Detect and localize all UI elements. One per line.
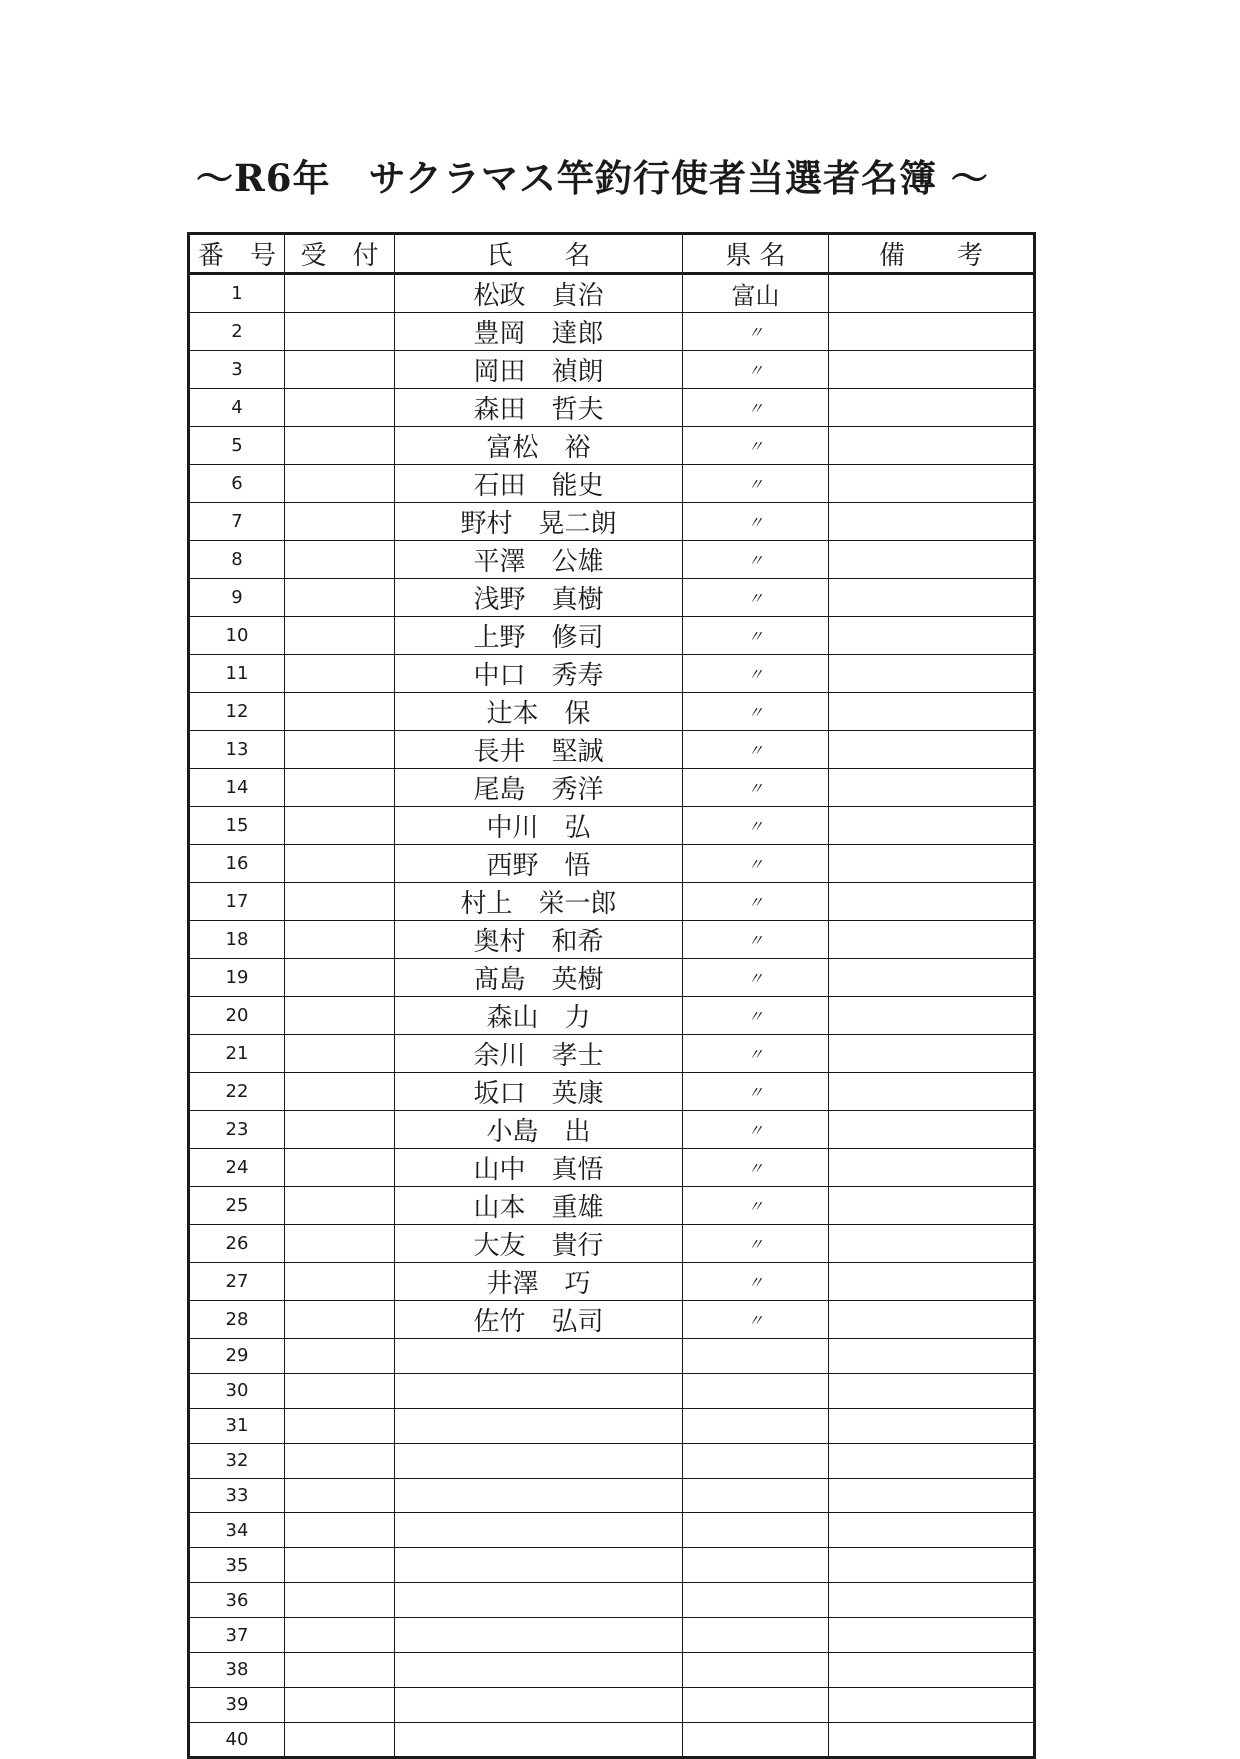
cell-prefecture: 〃 <box>683 1301 829 1339</box>
cell-reception <box>285 1187 395 1225</box>
cell-name: 佐竹 弘司 <box>395 1301 683 1339</box>
cell-number: 19 <box>189 959 285 997</box>
cell-remarks <box>829 1035 1035 1073</box>
cell-prefecture <box>683 1373 829 1408</box>
cell-remarks <box>829 313 1035 351</box>
table-row <box>189 617 1035 655</box>
cell-reception <box>285 1687 395 1722</box>
cell-name <box>395 1339 683 1374</box>
cell-name: 石田 能史 <box>395 465 683 503</box>
cell-prefecture <box>683 1408 829 1443</box>
document-title: ～R6年 サクラマス竿釣行使者当選者名簿 ～ <box>196 156 989 200</box>
cell-reception <box>285 1513 395 1548</box>
cell-remarks <box>829 1263 1035 1301</box>
cell-prefecture <box>683 1653 829 1688</box>
cell-prefecture: 〃 <box>683 1187 829 1225</box>
cell-number: 28 <box>189 1301 285 1339</box>
table-row <box>189 1339 1035 1374</box>
cell-remarks <box>829 1478 1035 1513</box>
cell-name: 岡田 禎朗 <box>395 351 683 389</box>
cell-remarks <box>829 1443 1035 1478</box>
cell-name: 村上 栄一郎 <box>395 883 683 921</box>
cell-prefecture: 〃 <box>683 731 829 769</box>
table-header-row <box>189 234 1035 274</box>
cell-name: 余川 孝士 <box>395 1035 683 1073</box>
header-prefecture: 県 名 <box>683 234 829 274</box>
cell-name: 浅野 真樹 <box>395 579 683 617</box>
table-row <box>189 465 1035 503</box>
cell-prefecture: 〃 <box>683 655 829 693</box>
cell-number: 7 <box>189 503 285 541</box>
cell-remarks <box>829 959 1035 997</box>
cell-prefecture: 〃 <box>683 769 829 807</box>
cell-reception <box>285 1548 395 1583</box>
cell-remarks <box>829 1187 1035 1225</box>
cell-number: 36 <box>189 1583 285 1618</box>
cell-reception <box>285 1443 395 1478</box>
table-row <box>189 1149 1035 1187</box>
cell-number: 32 <box>189 1443 285 1478</box>
cell-remarks <box>829 274 1035 313</box>
cell-name <box>395 1408 683 1443</box>
cell-reception <box>285 541 395 579</box>
cell-number: 35 <box>189 1548 285 1583</box>
cell-remarks <box>829 1722 1035 1757</box>
cell-reception <box>285 503 395 541</box>
cell-reception <box>285 274 395 313</box>
cell-name: 辻本 保 <box>395 693 683 731</box>
cell-remarks <box>829 389 1035 427</box>
table-row <box>189 503 1035 541</box>
table-row <box>189 921 1035 959</box>
table-row <box>189 731 1035 769</box>
cell-remarks <box>829 1073 1035 1111</box>
cell-name <box>395 1653 683 1688</box>
cell-reception <box>285 351 395 389</box>
cell-name: 尾島 秀洋 <box>395 769 683 807</box>
cell-remarks <box>829 731 1035 769</box>
cell-number: 39 <box>189 1687 285 1722</box>
cell-name: 中口 秀寿 <box>395 655 683 693</box>
cell-remarks <box>829 769 1035 807</box>
cell-number: 26 <box>189 1225 285 1263</box>
cell-name <box>395 1583 683 1618</box>
cell-remarks <box>829 1225 1035 1263</box>
header-remarks: 備 考 <box>829 234 1035 274</box>
table-row <box>189 769 1035 807</box>
table-row <box>189 1301 1035 1339</box>
table-row <box>189 959 1035 997</box>
cell-prefecture <box>683 1618 829 1653</box>
cell-reception <box>285 1373 395 1408</box>
cell-remarks <box>829 693 1035 731</box>
cell-reception <box>285 579 395 617</box>
header-number: 番 号 <box>189 234 285 274</box>
cell-reception <box>285 1073 395 1111</box>
cell-reception <box>285 1263 395 1301</box>
cell-remarks <box>829 579 1035 617</box>
cell-name: 坂口 英康 <box>395 1073 683 1111</box>
table-row <box>189 389 1035 427</box>
cell-remarks <box>829 1548 1035 1583</box>
table-row <box>189 579 1035 617</box>
table-row <box>189 997 1035 1035</box>
cell-reception <box>285 845 395 883</box>
cell-name <box>395 1687 683 1722</box>
table-row <box>189 693 1035 731</box>
cell-number: 6 <box>189 465 285 503</box>
cell-prefecture <box>683 1548 829 1583</box>
cell-reception <box>285 1035 395 1073</box>
table-row <box>189 883 1035 921</box>
cell-prefecture: 〃 <box>683 465 829 503</box>
cell-prefecture: 〃 <box>683 807 829 845</box>
cell-number: 17 <box>189 883 285 921</box>
table-row <box>189 1478 1035 1513</box>
cell-remarks <box>829 1618 1035 1653</box>
header-reception: 受 付 <box>285 234 395 274</box>
cell-remarks <box>829 921 1035 959</box>
cell-name: 大友 貴行 <box>395 1225 683 1263</box>
table-row <box>189 1548 1035 1583</box>
cell-prefecture: 〃 <box>683 693 829 731</box>
cell-number: 30 <box>189 1373 285 1408</box>
cell-prefecture <box>683 1513 829 1548</box>
cell-name: 髙島 英樹 <box>395 959 683 997</box>
cell-prefecture <box>683 1583 829 1618</box>
cell-number: 20 <box>189 997 285 1035</box>
cell-reception <box>285 1478 395 1513</box>
header-name: 氏 名 <box>395 234 683 274</box>
cell-reception <box>285 1149 395 1187</box>
cell-reception <box>285 769 395 807</box>
table-row <box>189 313 1035 351</box>
cell-reception <box>285 731 395 769</box>
cell-name: 井澤 巧 <box>395 1263 683 1301</box>
cell-remarks <box>829 997 1035 1035</box>
cell-remarks <box>829 655 1035 693</box>
cell-reception <box>285 427 395 465</box>
cell-number: 21 <box>189 1035 285 1073</box>
cell-reception <box>285 1583 395 1618</box>
cell-name <box>395 1443 683 1478</box>
cell-number: 3 <box>189 351 285 389</box>
cell-reception <box>285 1722 395 1757</box>
cell-remarks <box>829 1301 1035 1339</box>
cell-reception <box>285 465 395 503</box>
cell-number: 38 <box>189 1653 285 1688</box>
cell-remarks <box>829 351 1035 389</box>
cell-prefecture: 〃 <box>683 883 829 921</box>
cell-reception <box>285 921 395 959</box>
cell-prefecture: 〃 <box>683 617 829 655</box>
cell-name: 平澤 公雄 <box>395 541 683 579</box>
cell-reception <box>285 389 395 427</box>
cell-remarks <box>829 1373 1035 1408</box>
table-row <box>189 1263 1035 1301</box>
cell-reception <box>285 1301 395 1339</box>
cell-prefecture <box>683 1687 829 1722</box>
cell-name: 奥村 和希 <box>395 921 683 959</box>
cell-name: 小島 出 <box>395 1111 683 1149</box>
cell-number: 18 <box>189 921 285 959</box>
cell-prefecture <box>683 1443 829 1478</box>
cell-name <box>395 1722 683 1757</box>
cell-number: 16 <box>189 845 285 883</box>
roster-table <box>187 232 1036 1759</box>
cell-remarks <box>829 1653 1035 1688</box>
cell-reception <box>285 1111 395 1149</box>
table-row <box>189 1687 1035 1722</box>
cell-number: 9 <box>189 579 285 617</box>
table-row <box>189 1443 1035 1478</box>
cell-name: 森田 哲夫 <box>395 389 683 427</box>
cell-name: 富松 裕 <box>395 427 683 465</box>
cell-prefecture: 〃 <box>683 313 829 351</box>
table-row <box>189 427 1035 465</box>
table-row <box>189 1583 1035 1618</box>
cell-remarks <box>829 465 1035 503</box>
cell-number: 25 <box>189 1187 285 1225</box>
cell-remarks <box>829 1408 1035 1443</box>
cell-prefecture: 〃 <box>683 1225 829 1263</box>
cell-number: 24 <box>189 1149 285 1187</box>
cell-prefecture: 〃 <box>683 845 829 883</box>
roster-body <box>189 274 1035 1758</box>
cell-remarks <box>829 845 1035 883</box>
cell-name: 山中 真悟 <box>395 1149 683 1187</box>
table-row <box>189 1225 1035 1263</box>
cell-reception <box>285 1653 395 1688</box>
cell-name: 中川 弘 <box>395 807 683 845</box>
cell-remarks <box>829 807 1035 845</box>
cell-number: 22 <box>189 1073 285 1111</box>
cell-prefecture: 〃 <box>683 921 829 959</box>
cell-number: 2 <box>189 313 285 351</box>
cell-remarks <box>829 883 1035 921</box>
cell-prefecture: 〃 <box>683 1263 829 1301</box>
cell-remarks <box>829 617 1035 655</box>
cell-reception <box>285 959 395 997</box>
cell-prefecture: 〃 <box>683 997 829 1035</box>
cell-name: 森山 力 <box>395 997 683 1035</box>
cell-remarks <box>829 541 1035 579</box>
cell-name: 西野 悟 <box>395 845 683 883</box>
cell-name <box>395 1478 683 1513</box>
cell-reception <box>285 997 395 1035</box>
table-row <box>189 1618 1035 1653</box>
cell-reception <box>285 1618 395 1653</box>
cell-number: 31 <box>189 1408 285 1443</box>
cell-name: 上野 修司 <box>395 617 683 655</box>
cell-reception <box>285 1339 395 1374</box>
cell-number: 40 <box>189 1722 285 1757</box>
cell-name: 長井 堅誠 <box>395 731 683 769</box>
cell-prefecture: 〃 <box>683 1111 829 1149</box>
cell-prefecture: 〃 <box>683 1149 829 1187</box>
cell-prefecture: 〃 <box>683 427 829 465</box>
cell-reception <box>285 655 395 693</box>
cell-prefecture: 〃 <box>683 1073 829 1111</box>
cell-prefecture <box>683 1722 829 1757</box>
cell-number: 23 <box>189 1111 285 1149</box>
table-row <box>189 1073 1035 1111</box>
cell-number: 13 <box>189 731 285 769</box>
cell-number: 8 <box>189 541 285 579</box>
cell-name <box>395 1618 683 1653</box>
table-row <box>189 655 1035 693</box>
cell-number: 1 <box>189 274 285 313</box>
cell-name: 豊岡 達郎 <box>395 313 683 351</box>
table-row <box>189 1722 1035 1757</box>
cell-number: 4 <box>189 389 285 427</box>
cell-prefecture: 〃 <box>683 541 829 579</box>
cell-name <box>395 1548 683 1583</box>
cell-prefecture: 〃 <box>683 1035 829 1073</box>
cell-remarks <box>829 427 1035 465</box>
table-row <box>189 1513 1035 1548</box>
cell-prefecture: 〃 <box>683 503 829 541</box>
cell-number: 11 <box>189 655 285 693</box>
cell-reception <box>285 693 395 731</box>
cell-prefecture: 〃 <box>683 351 829 389</box>
cell-prefecture: 〃 <box>683 579 829 617</box>
cell-reception <box>285 1225 395 1263</box>
cell-number: 5 <box>189 427 285 465</box>
cell-reception <box>285 807 395 845</box>
table-row <box>189 541 1035 579</box>
cell-name: 野村 晃二朗 <box>395 503 683 541</box>
cell-number: 15 <box>189 807 285 845</box>
cell-number: 12 <box>189 693 285 731</box>
cell-reception <box>285 1408 395 1443</box>
cell-name <box>395 1373 683 1408</box>
table-row <box>189 1408 1035 1443</box>
cell-reception <box>285 313 395 351</box>
cell-reception <box>285 617 395 655</box>
cell-name: 山本 重雄 <box>395 1187 683 1225</box>
cell-prefecture: 〃 <box>683 389 829 427</box>
cell-prefecture: 〃 <box>683 959 829 997</box>
cell-number: 33 <box>189 1478 285 1513</box>
table-row <box>189 351 1035 389</box>
cell-prefecture <box>683 1339 829 1374</box>
cell-name <box>395 1513 683 1548</box>
cell-remarks <box>829 1339 1035 1374</box>
cell-remarks <box>829 1583 1035 1618</box>
cell-number: 37 <box>189 1618 285 1653</box>
table-row <box>189 1373 1035 1408</box>
cell-name: 松政 貞治 <box>395 274 683 313</box>
cell-reception <box>285 883 395 921</box>
cell-number: 27 <box>189 1263 285 1301</box>
table-row <box>189 807 1035 845</box>
cell-number: 29 <box>189 1339 285 1374</box>
table-row <box>189 1035 1035 1073</box>
table-row <box>189 1653 1035 1688</box>
cell-remarks <box>829 1111 1035 1149</box>
cell-remarks <box>829 1687 1035 1722</box>
cell-remarks <box>829 1149 1035 1187</box>
table-row <box>189 845 1035 883</box>
cell-remarks <box>829 1513 1035 1548</box>
table-row <box>189 1187 1035 1225</box>
cell-number: 34 <box>189 1513 285 1548</box>
cell-number: 14 <box>189 769 285 807</box>
table-row <box>189 1111 1035 1149</box>
cell-number: 10 <box>189 617 285 655</box>
table-row <box>189 274 1035 313</box>
cell-prefecture: 富山 <box>683 274 829 313</box>
cell-remarks <box>829 503 1035 541</box>
cell-prefecture <box>683 1478 829 1513</box>
